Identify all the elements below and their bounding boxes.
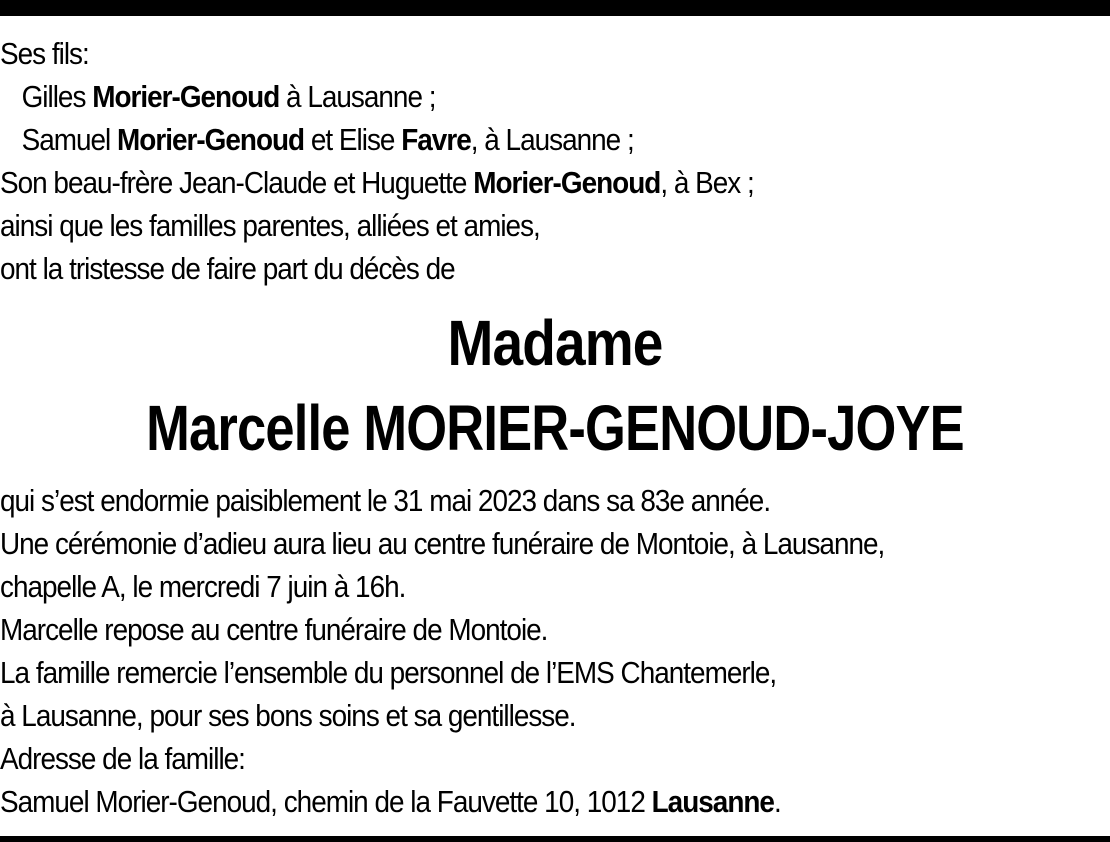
deceased-name: Marcelle MORIER-GENOUD-JOYE xyxy=(146,392,964,464)
surname: Morier-Genoud xyxy=(473,165,661,200)
brother-in-law-line xyxy=(0,161,999,204)
deceased-title: Madame xyxy=(447,307,663,379)
bottom-border-rule xyxy=(0,836,1110,842)
family-address-line xyxy=(0,780,999,823)
address-city: Lausanne xyxy=(651,784,774,819)
location: , à Bex ; xyxy=(660,165,754,200)
ceremony-line: Une cérémonie d’adieu aura lieu au centre funéraire de Montoie, à Lausanne, xyxy=(0,526,885,561)
families-line: ainsi que les familles parentes, alliées et amies, xyxy=(0,208,540,243)
partner-surname: Favre xyxy=(401,122,471,157)
first-name: Samuel xyxy=(21,122,118,157)
ceremony-time-line: chapelle A, le mercredi 7 juin à 16h. xyxy=(0,569,406,604)
partner-first-name: et Elise xyxy=(304,122,402,157)
repose-line: Marcelle repose au centre funéraire de Montoie. xyxy=(0,612,548,647)
thanks-continued-line: à Lausanne, pour ses bons soins et sa gentillesse. xyxy=(0,698,576,733)
surname: Morier-Genoud xyxy=(92,79,280,114)
family-address-heading: Adresse de la famille: xyxy=(0,741,245,776)
son-gilles-line xyxy=(0,75,999,118)
surname: Morier-Genoud xyxy=(117,122,305,157)
family-announcement xyxy=(0,32,1110,290)
son-samuel-line xyxy=(0,118,999,161)
relation-names: Son beau-frère Jean-Claude et Huguette xyxy=(0,165,474,200)
sons-heading: Ses fils: xyxy=(0,36,89,71)
location: à Lausanne ; xyxy=(279,79,436,114)
first-name: Gilles xyxy=(21,79,93,114)
location: , à Lausanne ; xyxy=(470,122,634,157)
obituary-details xyxy=(0,479,1110,823)
passing-line: qui s’est endormie paisiblement le 31 mai 2023 dans sa 83e année. xyxy=(0,483,771,518)
address-text: Samuel Morier-Genoud, chemin de la Fauvette 10, 1012 xyxy=(0,784,652,819)
address-period: . xyxy=(773,784,781,819)
top-border-rule xyxy=(0,0,1110,16)
thanks-line: La famille remercie l’ensemble du personnel de l’EMS Chantemerle, xyxy=(0,655,777,690)
announcement-line: ont la tristesse de faire part du décès de xyxy=(0,251,455,286)
